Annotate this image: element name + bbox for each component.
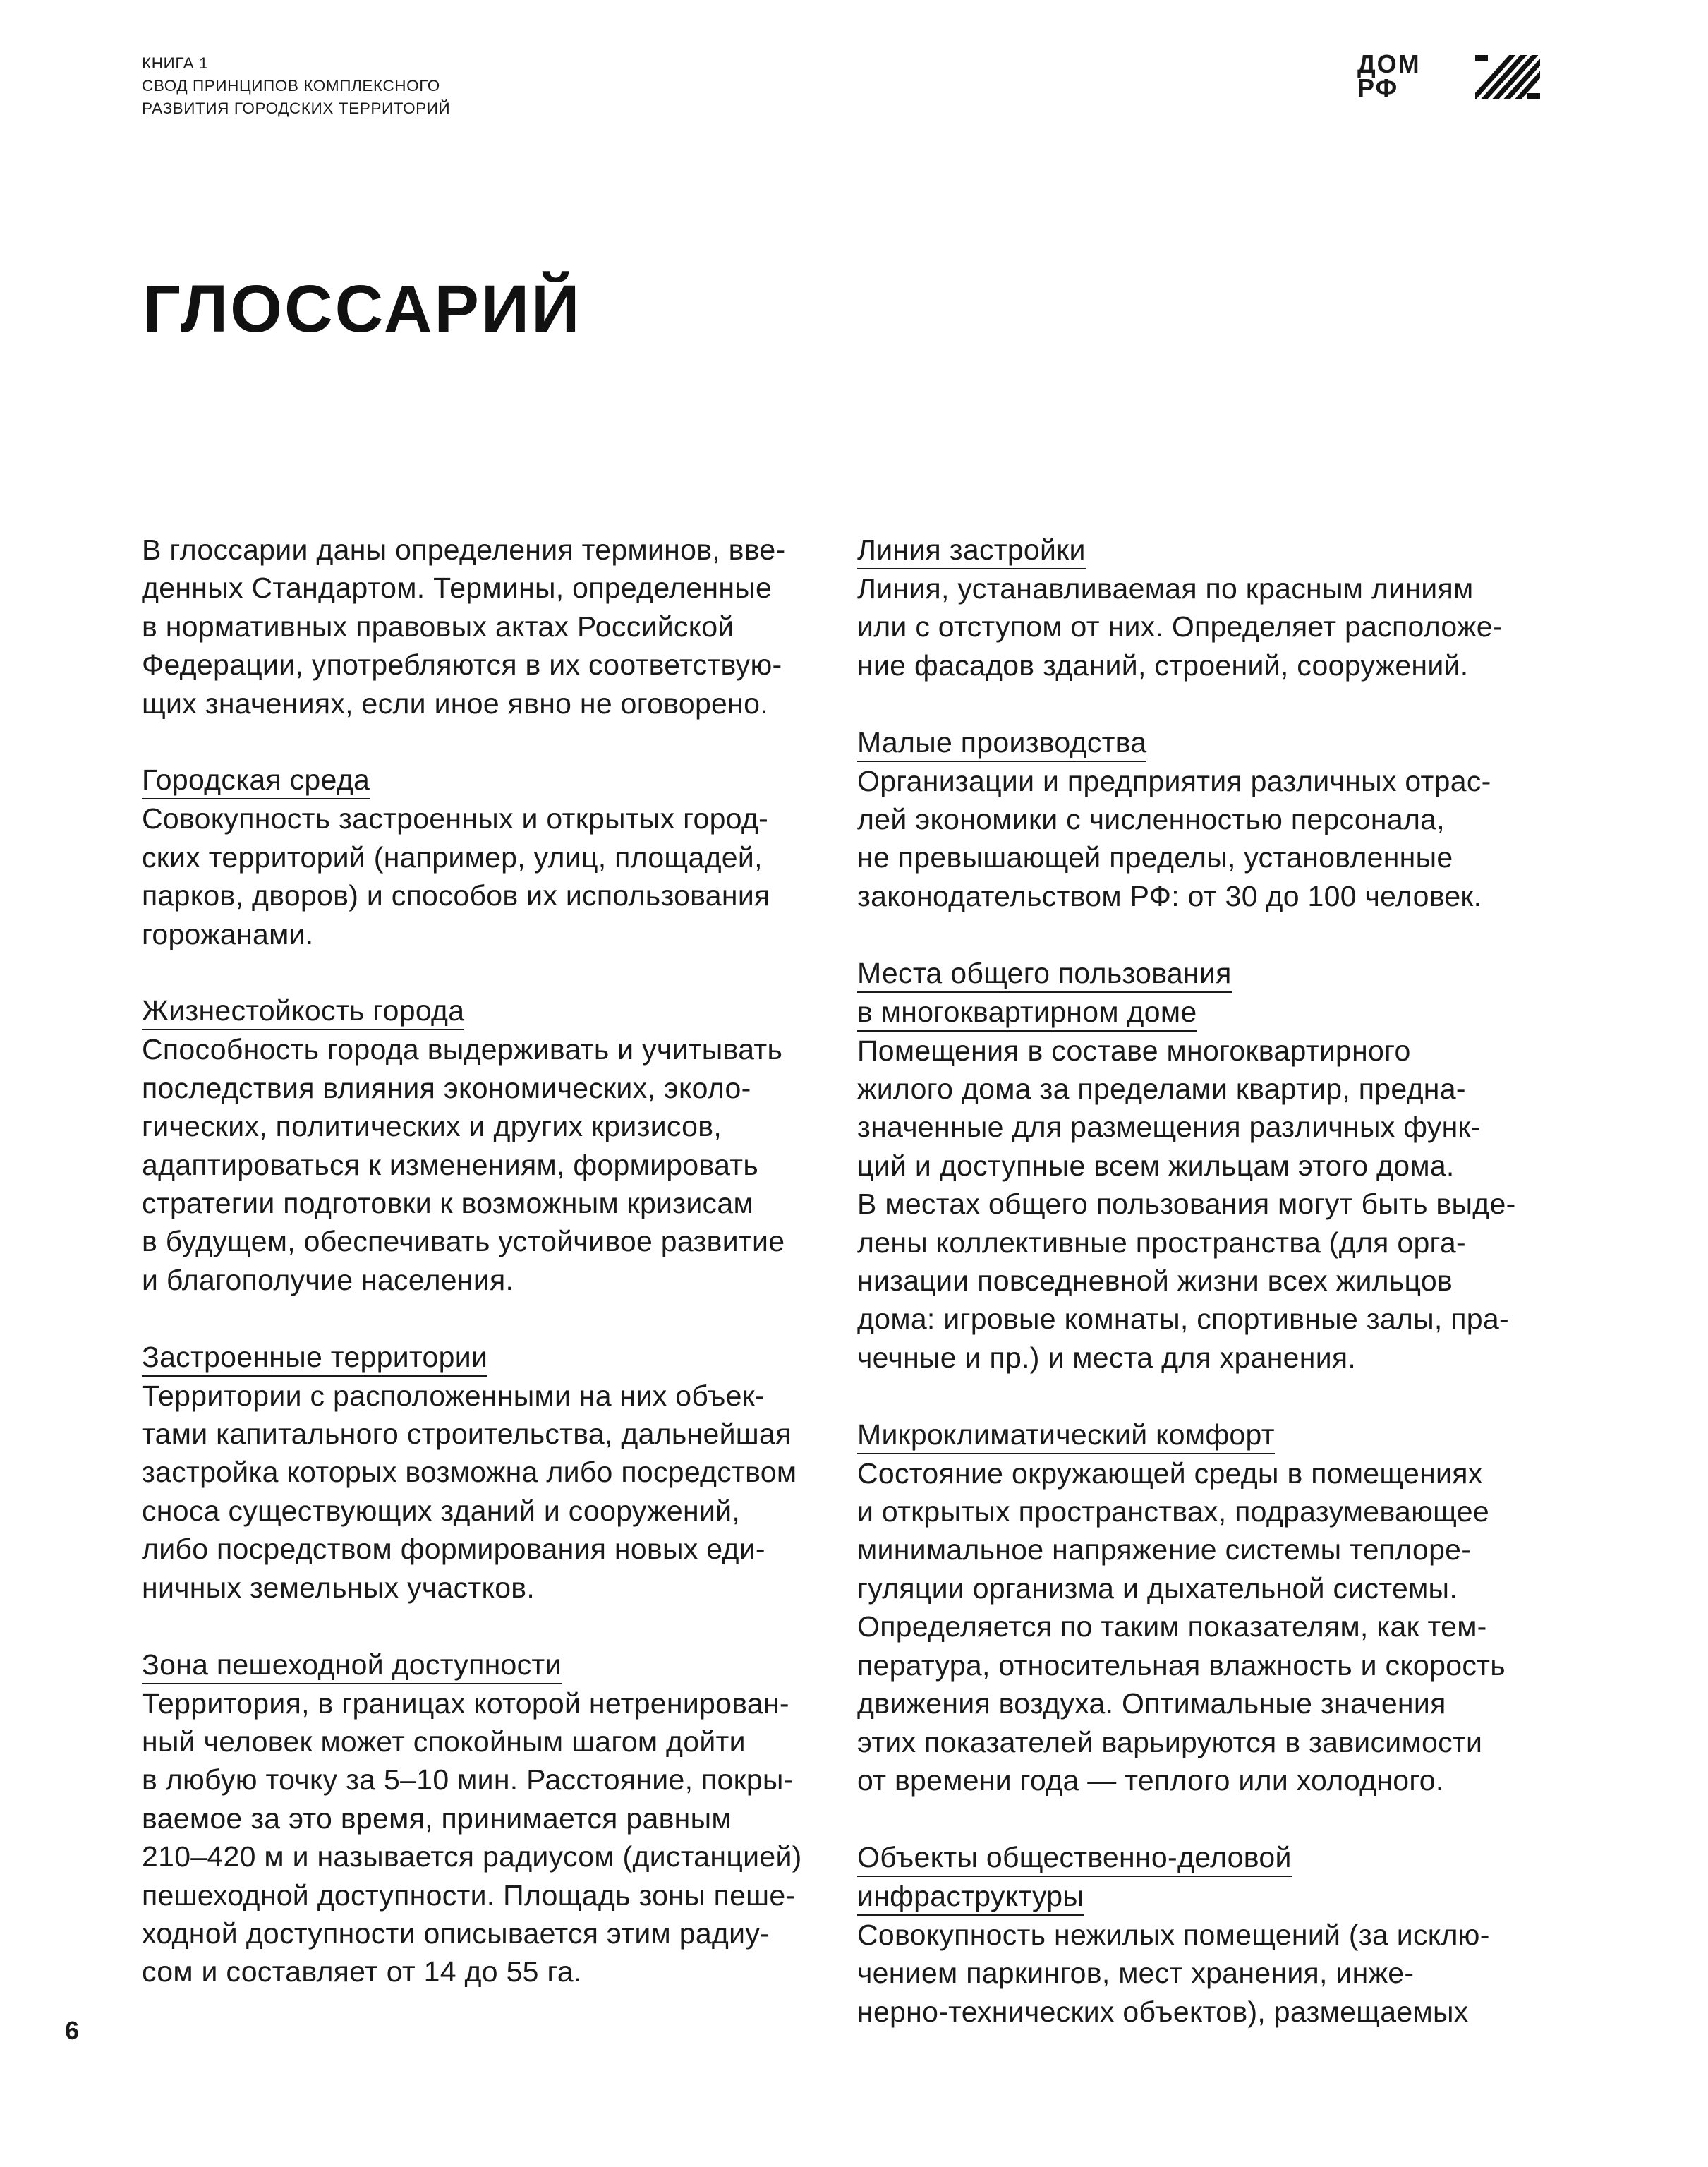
definition-line: 210–420 м и называется радиусом (дистанцией) — [142, 1840, 802, 1873]
definition-line: значенные для размещения различных функ- — [857, 1111, 1481, 1144]
definition-line: ный человек может спокойным шагом дойти — [142, 1725, 746, 1758]
striped-pattern-logo-icon — [1475, 55, 1540, 99]
definition-line: Состояние окружающей среды в помещениях — [857, 1456, 1483, 1490]
definition-line: Определяется по таким показателям, как тем- — [857, 1610, 1487, 1643]
glossary-entry — [142, 1338, 847, 1607]
definition-line: от времени года — теплого или холодного. — [857, 1763, 1444, 1797]
definition-line: застройка которых возможна либо посредством — [142, 1456, 797, 1489]
definition-line: Помещения в составе многоквартирного — [857, 1034, 1411, 1067]
dom-rf-logo — [1357, 49, 1421, 102]
page-number: 6 — [65, 2016, 80, 2045]
intro-line: щих значениях, если иное явно не оговорено. — [142, 687, 768, 720]
header-line: РАЗВИТИЯ ГОРОДСКИХ ТЕРРИТОРИЙ — [142, 99, 451, 117]
glossary-term — [857, 723, 1563, 762]
glossary-term — [142, 761, 847, 799]
definition-line: и благополучие населения. — [142, 1263, 514, 1296]
definition-line: нерно-технических объектов), размещаемых — [857, 1995, 1469, 2028]
definition-line: Совокупность застроенных и открытых город- — [142, 802, 769, 835]
header-line: КНИГА 1 — [142, 54, 209, 72]
glossary-definition — [857, 1454, 1563, 1800]
definition-line: гуляции организма и дыхательной системы. — [857, 1571, 1458, 1605]
term-text: Объекты общественно-деловой — [857, 1841, 1292, 1877]
definition-line: или с отступом от них. Определяет расположе- — [857, 610, 1503, 644]
term-line — [142, 1646, 847, 1684]
term-text: Городская среда — [142, 763, 370, 799]
definition-line: Совокупность нежилых помещений (за исклю- — [857, 1918, 1490, 1951]
definition-line: ций и доступные всем жильцам этого дома. — [857, 1149, 1455, 1182]
glossary-entry — [857, 954, 1563, 1377]
book-header — [142, 52, 450, 120]
definition-line: и открытых пространствах, подразумевающее — [857, 1495, 1489, 1528]
definition-line: этих показателей варьируются в зависимости — [857, 1725, 1483, 1758]
glossary-entry — [142, 761, 847, 953]
glossary-definition — [142, 1377, 847, 1607]
logo-rf-text: РФ — [1357, 73, 1399, 102]
term-line — [142, 1338, 847, 1377]
definition-line: Организации и предприятия различных отрас- — [857, 764, 1491, 797]
glossary-definition — [857, 1916, 1563, 2031]
term-text: Зона пешеходной доступности — [142, 1648, 562, 1684]
term-line — [142, 761, 847, 799]
definition-line: жилого дома за пределами квартир, предна- — [857, 1073, 1466, 1106]
glossary-entry — [857, 1416, 1563, 1800]
definition-line: ничных земельных участков. — [142, 1571, 535, 1604]
definition-line: горожанами. — [142, 917, 314, 950]
glossary-definition — [142, 799, 847, 953]
glossary-entry — [857, 723, 1563, 916]
term-text: Места общего пользования — [857, 957, 1232, 993]
definition-line: дома: игровые комнаты, спортивные залы, пра- — [857, 1303, 1509, 1336]
definition-line: чечные и пр.) и места для хранения. — [857, 1341, 1357, 1374]
glossary-term — [857, 1416, 1563, 1454]
glossary-term — [857, 531, 1563, 569]
glossary-term — [857, 954, 1563, 1032]
definition-line: Территория, в границах которой нетренирован- — [142, 1686, 789, 1720]
glossary-definition — [857, 1032, 1563, 1377]
definition-line: ходной доступности описывается этим радиу- — [142, 1917, 770, 1950]
glossary-term — [142, 1646, 847, 1684]
intro-line: денных Стандартом. Термины, определенные — [142, 572, 773, 605]
definition-line: ских территорий (например, улиц, площадей, — [142, 840, 763, 874]
glossary-term — [142, 1338, 847, 1377]
page-title: ГЛОССАРИЙ — [143, 272, 582, 346]
definition-line: пература, относительная влажность и скорость — [857, 1648, 1506, 1682]
definition-line: парков, дворов) и способов их использования — [142, 879, 770, 912]
glossary-left-column — [142, 531, 847, 2029]
definition-line: гических, политических и других кризисов, — [142, 1110, 722, 1143]
definition-line: движения воздуха. Оптимальные значения — [857, 1687, 1446, 1720]
definition-line: сноса существующих зданий и сооружений, — [142, 1494, 741, 1527]
definition-line: законодательством РФ: от 30 до 100 человек. — [857, 879, 1482, 912]
intro-paragraph — [142, 531, 847, 723]
definition-line: тами капитального строительства, дальнейшая — [142, 1418, 792, 1451]
definition-line: Способность города выдерживать и учитывать — [142, 1033, 783, 1066]
definition-line: минимальное напряжение системы теплоре- — [857, 1533, 1472, 1567]
term-text: инфраструктуры — [857, 1880, 1084, 1916]
term-text: Жизнестойкость города — [142, 994, 464, 1030]
definition-line: Линия, устанавливаемая по красным линиям — [857, 572, 1474, 605]
term-text: Застроенные территории — [142, 1341, 487, 1377]
term-line — [857, 1838, 1563, 1877]
glossary-entry — [857, 1838, 1563, 2031]
definition-line: чением паркингов, мест хранения, инже- — [857, 1957, 1415, 1990]
definition-line: стратегии подготовки к возможным кризисам — [142, 1187, 753, 1220]
term-line — [857, 723, 1563, 762]
term-line — [857, 1877, 1563, 1916]
definition-line: ние фасадов зданий, строений, сооружений. — [857, 648, 1469, 682]
header-line: СВОД ПРИНЦИПОВ КОМПЛЕКСНОГО — [142, 77, 440, 95]
term-line — [857, 531, 1563, 569]
glossary-entry — [142, 991, 847, 1299]
definition-line: лены коллективные пространства (для орга- — [857, 1226, 1466, 1259]
definition-line: В местах общего пользования могут быть выде- — [857, 1188, 1516, 1221]
definition-line: ваемое за это время, принимается равным — [142, 1801, 732, 1835]
term-line — [142, 991, 847, 1030]
definition-line: последствия влияния экономических, эколо- — [142, 1071, 751, 1104]
definition-line: лей экономики с численностью персонала, — [857, 803, 1445, 836]
glossary-term — [142, 991, 847, 1030]
logo-dom-text: ДОМ — [1357, 49, 1421, 78]
term-text: Линия застройки — [857, 533, 1086, 569]
glossary-entry — [142, 1646, 847, 1991]
term-line — [857, 954, 1563, 993]
term-line — [857, 993, 1563, 1032]
glossary-definition — [857, 762, 1563, 916]
definition-line: низации повседневной жизни всех жильцов — [857, 1264, 1453, 1298]
term-line — [857, 1416, 1563, 1454]
term-text: Малые производства — [857, 726, 1146, 762]
definition-line: в любую точку за 5–10 мин. Расстояние, покры- — [142, 1763, 794, 1797]
definition-line: сом и составляет от 14 до 55 га. — [142, 1955, 582, 1988]
intro-line: В глоссарии даны определения терминов, вве- — [142, 533, 786, 566]
definition-line: либо посредством формирования новых еди- — [142, 1533, 765, 1566]
term-text: в многоквартирном доме — [857, 996, 1197, 1032]
definition-line: не превышающей пределы, установленные — [857, 841, 1453, 874]
glossary-definition — [142, 1030, 847, 1299]
definition-line: пешеходной доступности. Площадь зоны пеше- — [142, 1878, 796, 1912]
definition-line: Территории с расположенными на них объек- — [142, 1379, 765, 1412]
intro-line: в нормативных правовых актах Российской — [142, 610, 734, 643]
intro-line: Федерации, употребляются в их соответствую- — [142, 648, 782, 682]
definition-line: адаптироваться к изменениям, формировать — [142, 1148, 759, 1181]
glossary-definition — [142, 1684, 847, 1991]
glossary-definition — [857, 569, 1563, 684]
glossary-term — [857, 1838, 1563, 1916]
glossary-entry — [857, 531, 1563, 684]
term-text: Микроклиматический комфорт — [857, 1418, 1275, 1454]
definition-line: в будущем, обеспечивать устойчивое развитие — [142, 1225, 785, 1258]
glossary-right-column — [857, 531, 1563, 2069]
